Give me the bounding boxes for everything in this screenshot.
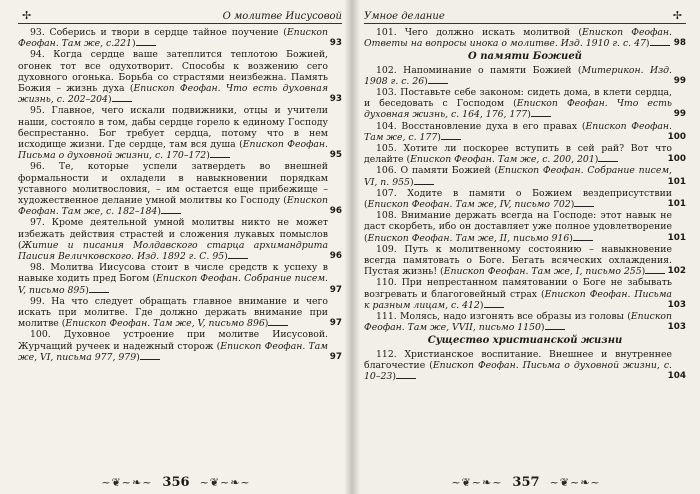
toc-entry-page: 93 [329, 94, 342, 105]
leader-line [531, 116, 551, 117]
toc-entry-close: ) [437, 131, 441, 143]
leader-line [228, 258, 248, 259]
left-ornament-icon-2: ~❦~❧~ [199, 476, 251, 489]
toc-entry-page: 100 [667, 131, 686, 142]
toc-entry-title: 109. Путь к молитвенному состоянию – навыкновение всегда памятовать о Боге. Бегать всяческих охлаждения. Пустая жизнь! ( [364, 243, 672, 278]
leader-line [161, 213, 181, 214]
leader-line [112, 101, 132, 102]
toc-entry-close: ) [136, 351, 140, 363]
toc-entry-page: 95 [329, 150, 342, 161]
toc-entry-page: 98 [673, 38, 686, 49]
toc-entry [364, 65, 686, 87]
leader-line [574, 206, 594, 207]
toc-entry-title: 93. Соберись и твори в сердце тайное поучение ( [30, 27, 287, 38]
toc-entry [364, 349, 686, 383]
toc-entry-close: ) [157, 206, 161, 218]
right-page-number: 357 [512, 475, 540, 490]
left-running-head-text: О молитве Иисусовой [222, 11, 342, 22]
toc-entry-page: 97 [329, 318, 342, 329]
left-footer [0, 475, 352, 490]
toc-entry [364, 188, 686, 210]
leader-line [396, 378, 416, 379]
leader-line [545, 329, 565, 330]
toc-entry-close: ) [479, 299, 484, 311]
toc-entry-source: Епископ Феофан. Там же, IV, письмо 702 [367, 199, 571, 211]
toc-entry-source: Митерикон. Изд. 1908 г. с. 26 [364, 64, 672, 87]
toc-entry [364, 277, 686, 311]
toc-entry-close: ) [570, 199, 575, 211]
toc-entry-page: 103 [667, 299, 686, 310]
toc-entry-source: Епископ Феофан. Там же, II, письмо 916 [367, 232, 570, 244]
toc-entry-source: Епископ Феофан. Там же, с.221 [18, 27, 328, 50]
toc-entry-page: 103 [667, 322, 686, 333]
toc-entry [18, 49, 342, 105]
toc-entry-page: 96 [329, 251, 342, 262]
toc-entry-page: 100 [667, 154, 686, 165]
toc-entry-close: ) [409, 176, 414, 188]
toc-entry [364, 244, 686, 278]
right-ornament-icon: ~❦~❧~ [451, 476, 503, 489]
toc-entry-source: Епископ Феофан. Собрание писем. V, письмо 895 [18, 273, 328, 296]
toc-entry-title: 104. Восстановление духа в его правах ( [376, 120, 586, 132]
toc-entry-close: ) [594, 154, 599, 166]
left-ornament-icon: ~❦~❧~ [101, 476, 153, 489]
toc-entry [18, 105, 342, 161]
toc-entry-close: ) [641, 266, 646, 278]
section-heading-memory-of-god: О памяти Божией [468, 51, 582, 63]
toc-entry-page: 101 [667, 199, 686, 210]
right-page [352, 0, 700, 494]
toc-entry-page: 97 [329, 284, 342, 295]
toc-entry-page: 101 [667, 176, 686, 187]
leader-line [484, 307, 504, 308]
toc-entry-close: ) [424, 75, 428, 87]
toc-entry-close: ) [206, 150, 210, 162]
toc-entry-page: 96 [329, 206, 342, 217]
toc-entry-close: ) [85, 284, 89, 296]
toc-entry-page: 104 [667, 371, 686, 382]
toc-entry-source: Епископ Феофан. Ответы на вопросы инока о молитве. Изд. 1910 г. с. 47 [364, 27, 672, 50]
toc-entry-close: ) [264, 318, 269, 330]
toc-entry [364, 165, 686, 187]
toc-entry-source: Епископ Феофан. Письма к разным лицам, с. 412 [364, 288, 672, 311]
toc-entry-source: Епископ Феофан. Что есть духовная жизнь, с. 202–204 [18, 83, 329, 106]
cross-ornament-icon: ✢ [22, 9, 32, 22]
toc-entry-source: Епископ Феофан. Там же, с. 177 [364, 120, 673, 143]
toc-entry [18, 329, 342, 363]
toc-entry-close: ) [645, 38, 650, 50]
leader-line [428, 83, 448, 84]
left-page-number: 356 [162, 475, 190, 490]
toc-entry-source: Епископ Феофан. Что есть духовная жизнь, с. 164, 176, 177 [364, 98, 672, 121]
leader-line [210, 157, 230, 158]
right-running-head [364, 6, 686, 24]
toc-entry-source: Епископ Феофан. Там же, с. 182–184 [18, 195, 328, 218]
toc-entry [18, 296, 342, 330]
toc-entry [364, 27, 686, 49]
toc-entry-source: Епископ Феофан. Там же, V, письмо 896 [65, 318, 265, 330]
toc-entry-page: 99 [673, 109, 686, 120]
toc-entry-close: ) [540, 322, 545, 334]
left-toc-list [18, 27, 342, 363]
toc-entry-title: 105. Хотите ли поскорее вступить в сей рай? Вот что делайте ( [364, 143, 672, 166]
toc-entry-title: 102. Напоминание о памяти Божией ( [376, 64, 582, 76]
toc-entry-title: 107. Ходите в памяти о Божием вездеприсутствии ( [364, 187, 672, 211]
toc-entry-title: 111. Молясь, надо изгонять все образы из головы ( [376, 311, 631, 323]
toc-entry [18, 161, 342, 217]
right-footer [352, 475, 700, 490]
book-gutter [344, 0, 360, 494]
toc-entry-page: 101 [667, 232, 686, 243]
toc-entry-source: Епископ Феофан. Там же, VVII, письмо 1150 [364, 311, 672, 334]
leader-line [441, 139, 461, 140]
left-running-head [18, 6, 342, 24]
toc-entry-close: ) [527, 109, 531, 121]
toc-entry-title: 101. Чего должно искать молитвой ( [376, 27, 582, 38]
section-heading-christian-life: Существо христианской жизни [427, 335, 623, 347]
toc-entry-title: 97. Кроме деятельной умной молитвы никто не может избежать действия страстей и сложения лукавых помыслов ( [18, 217, 328, 251]
toc-entry [364, 210, 686, 244]
toc-entry-source: Епископ Феофан. Письма о духовной жизни, с. 10–23 [364, 359, 672, 383]
toc-entry-close: ) [569, 232, 573, 244]
toc-entry-title: 110. При непрестанном памятовании о Боге не забывать возгревать и благоговейный страх ( [364, 277, 672, 300]
leader-line [136, 45, 156, 46]
toc-entry-source: Епископ Феофан. Там же, VI, письма 977, 979 [18, 340, 328, 363]
toc-entry-source: Епископ Феофан. Собрание писем, VI, п. 955 [364, 165, 672, 188]
leader-line [414, 184, 434, 185]
toc-entry-title: 112. Христианское воспитание. Внешнее и внутреннее благочестие ( [364, 348, 672, 371]
toc-entry-source: Епископ Феофан. Там же, с. 200, 201 [410, 154, 595, 166]
toc-entry-page: 93 [329, 38, 342, 49]
leader-line [268, 325, 288, 326]
toc-entry-title: 99. На что следует обращать главное внимание и чего искать при молитве. Где должно держать внимание при молитве ( [18, 295, 328, 330]
toc-entry-page: 102 [667, 266, 686, 277]
toc-entry-close: ) [107, 94, 112, 106]
toc-entry-title: 94. Когда сердце ваше затеплится теплотою Божией, огонек тот все одухотворит. Способы к возжению сего духовного огонька. Борьба со страстями неизбежна. Память Божия – жизнь духа ( [18, 49, 328, 95]
toc-entry-page: 97 [329, 351, 342, 362]
leader-line [598, 161, 618, 162]
toc-entry-close: ) [392, 371, 396, 383]
toc-entry [18, 217, 342, 262]
leader-line [140, 359, 160, 360]
toc-entry-title: 96. Те, которые успели затвердеть во внешней формальности и охладели в навыкновении порядкам уставного молитвословия, – им остается еще прибежище – художественное делание умной молитвы ко Господу ( [18, 161, 328, 207]
toc-entry-title: 95. Главное, чего искали подвижники, отцы и учители наши, состояло в том, дабы сердце горело к единому Господу беспрестанно. Бог требует сердца, потому что в нем исходище жизни. Где сердце, там вся душа ( [18, 105, 328, 151]
cross-ornament-icon: ✢ [672, 9, 682, 22]
toc-entry-title: 100. Духовное устроение при молитве Иисусовой. Журчащий ручеек и надежный сторож ( [18, 329, 328, 352]
leader-line [573, 240, 593, 241]
toc-entry [18, 27, 342, 49]
toc-entry-source: Епископ Феофан. Письма о духовной жизни, с. 170–172 [18, 139, 328, 162]
toc-entry-title: 98. Молитва Иисусова стоит в числе средств к успеху в навыке ходить пред Богом ( [18, 262, 328, 285]
toc-entry [364, 143, 686, 165]
toc-entry [18, 262, 342, 296]
toc-entry-source: Житие и писания Молдавского старца архимандрита Паисия Величковского. Изд. 1892 г. С. 95 [18, 239, 328, 263]
toc-entry-title: 106. О памяти Божией ( [376, 165, 499, 177]
toc-entry-close: ) [131, 38, 136, 50]
toc-entry-title: 108. Внимание держать всегда на Господе: этот навык не даст скорбеть, ибо он доставляет уже полное удовлетворение ( [364, 210, 672, 244]
toc-entry-close: ) [224, 251, 228, 263]
toc-entry-page: 99 [673, 75, 686, 86]
toc-entry [364, 87, 686, 121]
leader-line [89, 292, 109, 293]
toc-entry [364, 121, 686, 143]
right-toc-list [364, 27, 686, 382]
toc-entry [364, 311, 686, 333]
toc-entry-source: Епископ Феофан. Там же, I, письмо 255 [443, 266, 642, 278]
toc-entry-title: 103. Поставьте себе законом: сидеть дома, в клети сердца, и беседовать с Господом ( [364, 87, 672, 110]
right-running-head-text: Умное делание [364, 11, 445, 22]
right-ornament-icon-2: ~❦~❧~ [549, 476, 601, 489]
